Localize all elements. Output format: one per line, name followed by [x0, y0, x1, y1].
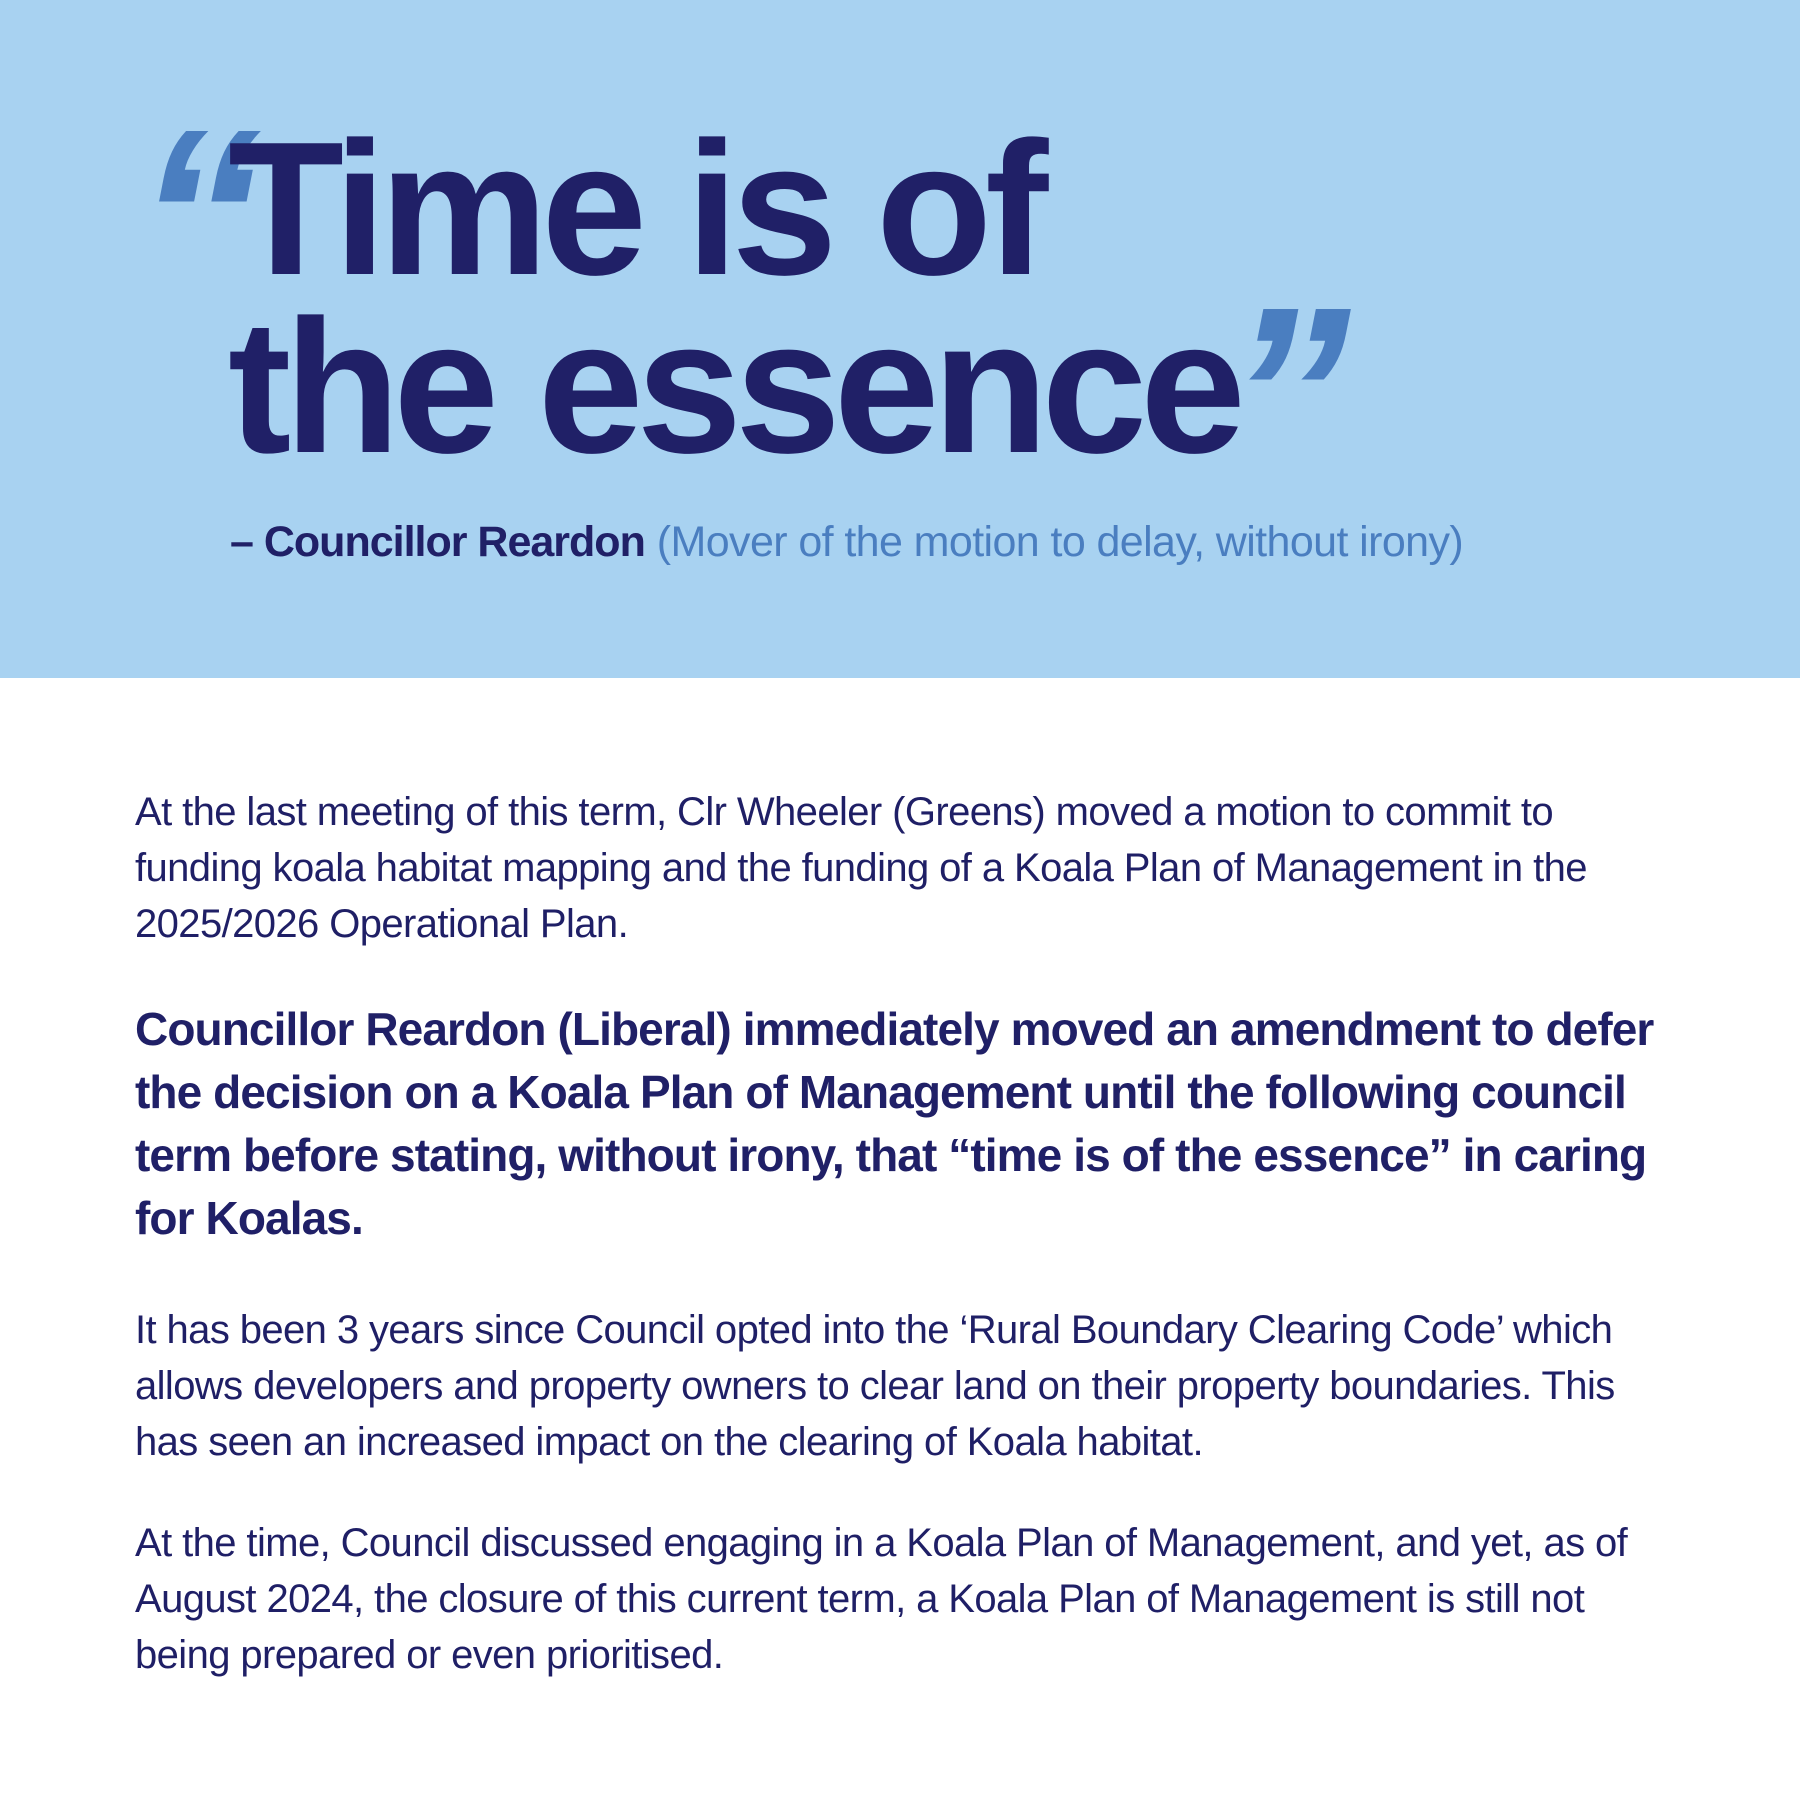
- pull-quote: [228, 103, 1239, 493]
- paragraph-4: At the time, Council discussed engaging in a Koala Plan of Management, and yet, as of August 2024, the closure of this current term, a Koala Plan of Management is still not being prepared or even prioritised.: [135, 1521, 1628, 1677]
- paragraph-2-emphasis: Councillor Reardon (Liberal) immediately moved an amendment to defer the decision on a Koala Plan of Management until the following council term before stating, without irony, that “time is of the essence” in caring for Koalas.: [135, 1003, 1654, 1244]
- article-body: [135, 784, 1680, 1683]
- attribution-name: – Councillor Reardon: [230, 518, 645, 566]
- close-quote-mark: ”: [1226, 255, 1351, 534]
- quote-line-2: the essence: [228, 281, 1239, 493]
- attribution-note: (Mover of the motion to delay, without irony): [656, 518, 1464, 566]
- quote-line-1: Time is of: [228, 103, 1042, 315]
- quote-attribution: [230, 512, 1463, 572]
- quote-header: [0, 0, 1800, 678]
- paragraph-1: At the last meeting of this term, Clr Wheeler (Greens) moved a motion to commit to funding koala habitat mapping and the funding of a Koala Plan of Management in the 2025/2026 Operational Plan.: [135, 790, 1587, 946]
- paragraph-3: It has been 3 years since Council opted into the ‘Rural Boundary Clearing Code’ which allows developers and property owners to clear land on their property boundaries. This has seen an increased impact on the clearing of Koala habitat.: [135, 1308, 1615, 1464]
- open-quote-mark: “: [136, 77, 261, 356]
